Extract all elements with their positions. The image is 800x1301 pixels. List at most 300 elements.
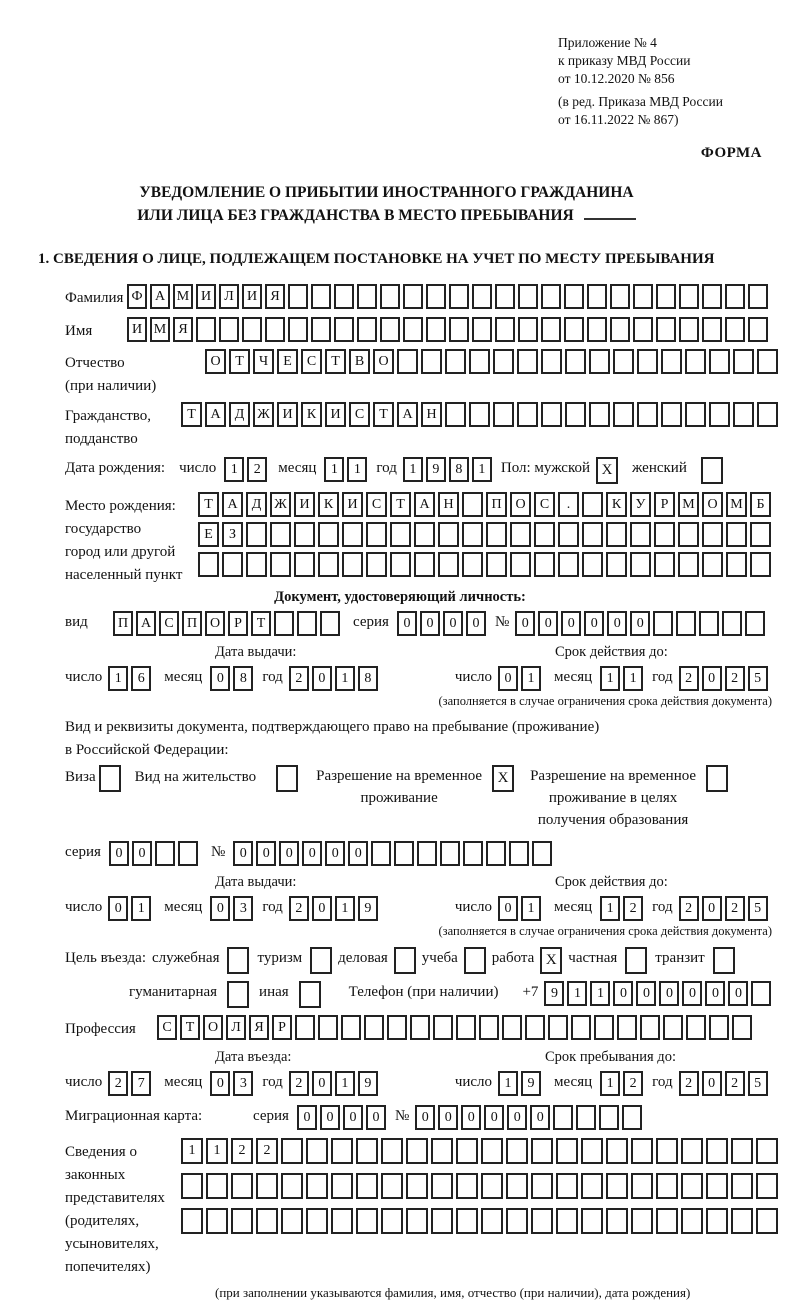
char-cell (678, 552, 699, 577)
entry-date-label: Дата въезда: (215, 1048, 292, 1065)
day-label: число (454, 669, 493, 686)
permit-valid-day-cells (498, 896, 544, 921)
entry-dates-row (65, 1071, 800, 1096)
citizenship-cells (181, 402, 781, 427)
char-cell (726, 522, 747, 547)
entry-dates-head (65, 1049, 800, 1069)
revision-line: (в ред. Приказа МВД России (558, 94, 723, 110)
mig-series-label: серия (253, 1107, 289, 1124)
char-cell (509, 841, 529, 866)
char-cell: 2 (108, 1071, 128, 1096)
purpose-official-label: служебная (151, 950, 220, 967)
char-cell (256, 1173, 278, 1199)
char-cell (733, 349, 754, 374)
char-cell: 2 (289, 666, 309, 691)
char-cell (565, 349, 586, 374)
permit-valid-month-cells (600, 896, 646, 921)
char-cell (486, 522, 507, 547)
year-label: год (652, 899, 673, 916)
purpose-other-checkbox (299, 981, 321, 1008)
char-cell (541, 317, 561, 342)
char-cell (565, 402, 586, 427)
char-cell (281, 1208, 303, 1234)
char-cell: А (414, 492, 435, 517)
char-cell: 0 (630, 611, 650, 636)
char-cell (709, 402, 730, 427)
char-cell (462, 522, 483, 547)
char-cell: 0 (132, 841, 152, 866)
char-cell: 8 (233, 666, 253, 691)
day-label: число (65, 899, 103, 916)
char-cell (306, 1173, 328, 1199)
char-cell (403, 317, 423, 342)
char-cell: М (726, 492, 747, 517)
char-cell: Т (180, 1015, 200, 1040)
char-cell: 0 (279, 841, 299, 866)
char-cell (481, 1138, 503, 1164)
doc-dates-head (65, 644, 800, 664)
char-cell (320, 611, 340, 636)
validity-note: (заполняется в случае ограничения срока действия документа) (438, 924, 772, 939)
char-cell: 9 (358, 896, 378, 921)
char-cell: 0 (498, 896, 518, 921)
char-cell: 0 (461, 1105, 481, 1130)
char-cell (270, 522, 291, 547)
char-cell (366, 552, 387, 577)
char-cell: 0 (530, 1105, 550, 1130)
char-cell (231, 1173, 253, 1199)
char-cell: О (510, 492, 531, 517)
birthplace-label: Место рождения: государство город или другой населенный пункт (65, 498, 183, 584)
char-cell (246, 522, 267, 547)
phone-cells (544, 981, 774, 1006)
reps-cells-1 (181, 1138, 781, 1164)
purpose-other-label: иная (259, 984, 289, 1001)
char-cell (606, 1138, 628, 1164)
char-cell: С (159, 611, 179, 636)
char-cell: Т (251, 611, 271, 636)
char-cell (756, 1138, 778, 1164)
char-cell (525, 1015, 545, 1040)
char-cell (356, 1138, 378, 1164)
month-label: месяц (164, 899, 203, 916)
char-cell (297, 611, 317, 636)
char-cell: К (318, 492, 339, 517)
char-cell: 9 (426, 457, 446, 482)
char-cell (295, 1015, 315, 1040)
char-cell (589, 349, 610, 374)
residence-permit-checkbox (276, 765, 298, 792)
char-cell (481, 1173, 503, 1199)
entry-year-cells (289, 1071, 381, 1096)
permit-dates-row (65, 896, 800, 921)
char-cell (653, 611, 673, 636)
char-cell (462, 552, 483, 577)
char-cell: С (349, 402, 370, 427)
residence-permit-label: Вид на жительство (134, 769, 257, 786)
surname-row (65, 284, 800, 310)
char-cell: А (397, 402, 418, 427)
char-cell: 2 (247, 457, 267, 482)
char-cell (426, 317, 446, 342)
char-cell (196, 317, 216, 342)
purpose-humanitarian-label: гуманитарная (129, 984, 218, 1001)
char-cell (706, 1173, 728, 1199)
char-cell: 0 (312, 666, 332, 691)
char-cell: 9 (358, 1071, 378, 1096)
char-cell: 1 (324, 457, 344, 482)
char-cell (622, 1105, 642, 1130)
char-cell (274, 611, 294, 636)
char-cell (750, 522, 771, 547)
char-cell: 0 (466, 611, 486, 636)
char-cell (510, 552, 531, 577)
issue-date-label: Дата выдачи: (215, 874, 297, 891)
char-cell: 1 (623, 666, 643, 691)
purpose-work-label: работа (491, 950, 535, 967)
char-cell (756, 1208, 778, 1234)
char-cell: О (205, 611, 225, 636)
char-cell: И (196, 284, 216, 309)
char-cell (661, 349, 682, 374)
char-cell: 0 (498, 666, 518, 691)
char-cell (654, 522, 675, 547)
char-cell (610, 284, 630, 309)
char-cell (581, 1208, 603, 1234)
patronymic-cells (205, 349, 781, 374)
char-cell (462, 492, 483, 517)
purpose-study-checkbox (464, 947, 486, 974)
char-cell: 0 (438, 1105, 458, 1130)
char-cell: С (157, 1015, 177, 1040)
char-cell (706, 1208, 728, 1234)
char-cell: Н (438, 492, 459, 517)
char-cell (681, 1208, 703, 1234)
char-cell: 1 (335, 666, 355, 691)
phone-label: Телефон (при наличии) (348, 984, 499, 1001)
char-cell (587, 317, 607, 342)
sex-female-label: женский (632, 460, 687, 477)
visa-label: Виза (65, 769, 96, 786)
char-cell (663, 1015, 683, 1040)
char-cell: М (150, 317, 170, 342)
char-cell: 5 (748, 896, 768, 921)
doc-issue-year-cells (289, 666, 381, 691)
char-cell: А (136, 611, 156, 636)
char-cell (558, 522, 579, 547)
migration-card-row (65, 1105, 800, 1130)
char-cell (656, 284, 676, 309)
char-cell (731, 1173, 753, 1199)
char-cell: С (534, 492, 555, 517)
char-cell (445, 349, 466, 374)
char-cell: 5 (748, 666, 768, 691)
char-cell: 1 (335, 896, 355, 921)
char-cell: Б (750, 492, 771, 517)
mig-series-cells (297, 1105, 389, 1130)
char-cell: Т (390, 492, 411, 517)
char-cell: Ф (127, 284, 147, 309)
char-cell: 1 (224, 457, 244, 482)
char-cell (318, 1015, 338, 1040)
char-cell: О (373, 349, 394, 374)
char-cell: 2 (623, 1071, 643, 1096)
temp-residence-checkbox: X (492, 765, 514, 792)
char-cell (380, 284, 400, 309)
month-label: месяц (554, 1073, 593, 1090)
permit-number-label: № (210, 844, 226, 861)
char-cell (517, 349, 538, 374)
purpose-business-label: деловая (338, 950, 388, 967)
char-cell (702, 552, 723, 577)
char-cell (472, 317, 492, 342)
char-cell (613, 402, 634, 427)
doc-issue-day-cells (108, 666, 154, 691)
char-cell: 0 (256, 841, 276, 866)
reps-cells-2 (181, 1173, 781, 1199)
birth-month-cells (324, 457, 370, 482)
char-cell: 3 (233, 1071, 253, 1096)
doc-kind-label: вид (65, 614, 88, 631)
char-cell (617, 1015, 637, 1040)
char-cell: Ж (270, 492, 291, 517)
char-cell (685, 402, 706, 427)
char-cell (745, 611, 765, 636)
char-cell (381, 1208, 403, 1234)
doc-dates-row (65, 666, 800, 691)
char-cell (222, 552, 243, 577)
char-cell: И (277, 402, 298, 427)
char-cell (679, 284, 699, 309)
permit-issue-year-cells (289, 896, 381, 921)
char-cell (155, 841, 175, 866)
char-cell: 2 (725, 896, 745, 921)
char-cell: 0 (584, 611, 604, 636)
month-label: месяц (554, 669, 593, 686)
blank-underline (584, 218, 636, 220)
purpose-label: Цель въезда: (65, 950, 146, 967)
char-cell (606, 1208, 628, 1234)
purpose-transit-checkbox (713, 947, 735, 974)
char-cell (725, 284, 745, 309)
char-cell (751, 981, 771, 1006)
year-label: год (262, 1073, 283, 1090)
char-cell: К (301, 402, 322, 427)
char-cell (381, 1138, 403, 1164)
identity-doc-heading: Документ, удостоверяющий личность: (274, 589, 526, 606)
char-cell: З (222, 522, 243, 547)
residence-doc-line1: Вид и реквизиты документа, подтверждающего право на пребывание (проживание) (65, 719, 600, 736)
char-cell (630, 522, 651, 547)
char-cell (306, 1138, 328, 1164)
doc-kind-row (65, 611, 800, 636)
reps-cells-3 (181, 1208, 781, 1234)
issue-date-label: Дата выдачи: (215, 644, 297, 661)
char-cell: С (366, 492, 387, 517)
char-cell (246, 552, 267, 577)
char-cell (541, 402, 562, 427)
patronymic-row (65, 349, 800, 398)
char-cell: Я (249, 1015, 269, 1040)
char-cell (613, 349, 634, 374)
visa-checkbox (99, 765, 121, 792)
char-cell (479, 1015, 499, 1040)
doc-series-label: серия (353, 614, 389, 631)
char-cell: О (702, 492, 723, 517)
char-cell: 1 (590, 981, 610, 1006)
doc-issue-month-cells (210, 666, 256, 691)
birthplace-cells-block (198, 492, 774, 582)
patronymic-label: Отчество (при наличии) (65, 355, 157, 395)
char-cell: 0 (443, 611, 463, 636)
char-cell (702, 522, 723, 547)
char-cell: 1 (600, 1071, 620, 1096)
char-cell: Л (219, 284, 239, 309)
birth-day-cells (224, 457, 270, 482)
char-cell: Т (229, 349, 250, 374)
char-cell: В (349, 349, 370, 374)
char-cell: У (630, 492, 651, 517)
purpose-humanitarian-checkbox (227, 981, 249, 1008)
title-line1: УВЕДОМЛЕНИЕ О ПРИБЫТИИ ИНОСТРАННОГО ГРАЖДАНИНА (139, 184, 634, 202)
char-cell: Я (173, 317, 193, 342)
char-cell (421, 349, 442, 374)
char-cell: 5 (748, 1071, 768, 1096)
char-cell: 1 (472, 457, 492, 482)
surname-label: Фамилия (65, 290, 124, 307)
char-cell: 2 (679, 1071, 699, 1096)
char-cell (456, 1138, 478, 1164)
stay-year-cells (679, 1071, 771, 1096)
birth-date-label: Дата рождения: (65, 460, 166, 477)
char-cell (548, 1015, 568, 1040)
char-cell: 0 (702, 1071, 722, 1096)
char-cell: 1 (498, 1071, 518, 1096)
char-cell: 1 (347, 457, 367, 482)
char-cell (410, 1015, 430, 1040)
char-cell (417, 841, 437, 866)
char-cell: Ч (253, 349, 274, 374)
char-cell (281, 1173, 303, 1199)
char-cell (587, 284, 607, 309)
char-cell: 0 (659, 981, 679, 1006)
char-cell (311, 317, 331, 342)
mig-number-cells (415, 1105, 645, 1130)
char-cell: 0 (702, 896, 722, 921)
char-cell (518, 284, 538, 309)
char-cell (556, 1173, 578, 1199)
permit-type-row (65, 765, 800, 831)
char-cell (414, 552, 435, 577)
title-line2: ИЛИ ЛИЦА БЕЗ ГРАЖДАНСТВА В МЕСТО ПРЕБЫВАНИЯ (38, 205, 735, 227)
char-cell: 0 (420, 611, 440, 636)
permit-series-cells (109, 841, 201, 866)
char-cell (481, 1208, 503, 1234)
char-cell (610, 317, 630, 342)
char-cell (571, 1015, 591, 1040)
appendix-line: к приказу МВД России (558, 53, 691, 69)
char-cell: А (222, 492, 243, 517)
char-cell (640, 1015, 660, 1040)
char-cell: 0 (702, 666, 722, 691)
char-cell: 0 (348, 841, 368, 866)
char-cell (206, 1173, 228, 1199)
char-cell (288, 284, 308, 309)
char-cell: Д (246, 492, 267, 517)
month-label: месяц (554, 899, 593, 916)
char-cell: 0 (210, 666, 230, 691)
char-cell (733, 402, 754, 427)
surname-cells (127, 284, 771, 309)
char-cell (356, 1173, 378, 1199)
char-cell: 9 (544, 981, 564, 1006)
char-cell: С (301, 349, 322, 374)
year-label: год (262, 669, 283, 686)
char-cell: Е (198, 522, 219, 547)
char-cell: К (606, 492, 627, 517)
temp-residence-edu-checkbox (706, 765, 728, 792)
char-cell: И (325, 402, 346, 427)
char-cell: 1 (131, 896, 151, 921)
char-cell: 0 (682, 981, 702, 1006)
char-cell: 0 (343, 1105, 363, 1130)
char-cell: 2 (725, 666, 745, 691)
char-cell: 0 (210, 1071, 230, 1096)
permit-issue-month-cells (210, 896, 256, 921)
char-cell (341, 1015, 361, 1040)
char-cell (654, 552, 675, 577)
char-cell (357, 317, 377, 342)
char-cell (311, 284, 331, 309)
char-cell: Т (181, 402, 202, 427)
char-cell: 0 (325, 841, 345, 866)
char-cell: Т (373, 402, 394, 427)
char-cell (541, 349, 562, 374)
doc-valid-day-cells (498, 666, 544, 691)
char-cell: 1 (567, 981, 587, 1006)
given-name-label: Имя (65, 322, 93, 339)
stay-month-cells (600, 1071, 646, 1096)
char-cell: П (486, 492, 507, 517)
form-label: ФОРМА (700, 145, 762, 162)
char-cell (198, 552, 219, 577)
char-cell (630, 552, 651, 577)
char-cell: 2 (679, 666, 699, 691)
char-cell (394, 841, 414, 866)
char-cell: 0 (705, 981, 725, 1006)
char-cell: Е (277, 349, 298, 374)
char-cell (656, 1138, 678, 1164)
char-cell (357, 284, 377, 309)
char-cell: 0 (561, 611, 581, 636)
char-cell: 0 (415, 1105, 435, 1130)
char-cell: О (203, 1015, 223, 1040)
char-cell (699, 611, 719, 636)
valid-until-label: Срок действия до: (555, 644, 668, 661)
char-cell: Т (198, 492, 219, 517)
char-cell (438, 522, 459, 547)
char-cell (709, 1015, 729, 1040)
appendix-line: от 10.12.2020 № 856 (558, 71, 675, 87)
char-cell: 2 (289, 1071, 309, 1096)
char-cell (178, 841, 198, 866)
char-cell (731, 1208, 753, 1234)
char-cell (678, 522, 699, 547)
purpose-row2 (65, 981, 800, 1008)
entry-day-cells (108, 1071, 154, 1096)
char-cell (582, 522, 603, 547)
sex-female-checkbox (701, 457, 723, 484)
